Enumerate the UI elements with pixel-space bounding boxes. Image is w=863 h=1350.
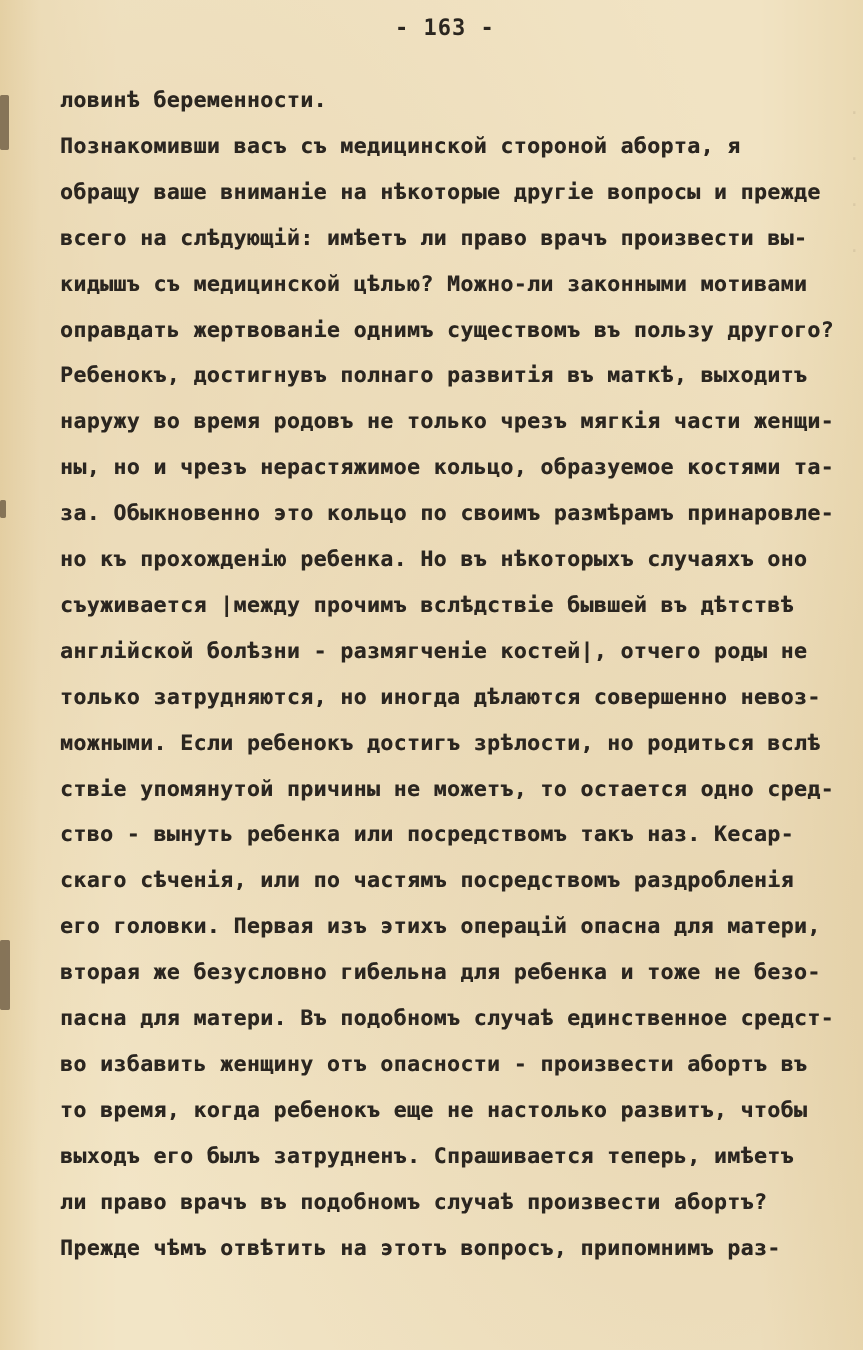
text-line: во избавить женщину отъ опасности - произвести абортъ въ [60, 1051, 808, 1077]
text-line: ли право врачъ въ подобномъ случаѣ произвести абортъ? [60, 1189, 768, 1215]
text-line: Ребенокъ, достигнувъ полнаго развитія въ маткѣ, выходитъ [60, 363, 808, 389]
text-line: ловинѣ беременности. [60, 88, 327, 113]
text-line: обращу ваше вниманіе на нѣкоторые другіе вопросы и прежде [60, 179, 821, 205]
text-line: Познакомивши васъ съ медицинской стороной аборта, я [60, 133, 741, 159]
text-line: ство - вынуть ребенка или посредствомъ такъ наз. Кесар- [60, 822, 794, 848]
binding-mark [0, 500, 6, 518]
text-line: наружу во время родовъ не только чрезъ мягкія части женщи- [60, 409, 834, 435]
text-line: ствіе упомянутой причины не можетъ, то остается одно сред- [60, 776, 834, 802]
binding-mark [0, 95, 9, 150]
text-line: но къ прохожденію ребенка. Но въ нѣкоторыхъ случаяхъ оно [60, 547, 808, 572]
bleed-through-text: . . . . [848, 97, 860, 257]
text-line: англійской болѣзни - размягченіе костей|, отчего роды не [60, 638, 808, 664]
text-line: вторая же безусловно гибельна для ребенка и тоже не безо- [60, 960, 821, 986]
binding-mark [0, 940, 10, 1010]
page-number: - 163 - [395, 16, 495, 41]
text-line: Прежде чѣмъ отвѣтить на этотъ вопросъ, припомнимъ раз- [60, 1235, 781, 1261]
text-line: ны, но и чрезъ нерастяжимое кольцо, образуемое костями та- [60, 455, 834, 481]
text-line: можными. Если ребенокъ достигъ зрѣлости, но родиться вслѣ [60, 730, 821, 756]
text-line: за. Обыкновенно это кольцо по своимъ размѣрамъ принаровле- [60, 501, 834, 527]
text-line: оправдать жертвованіе однимъ существомъ въ пользу другого? [60, 317, 834, 343]
text-line: кидышъ съ медицинской цѣлью? Можно-ли законными мотивами [60, 271, 808, 297]
text-line: только затрудняются, но иногда дѣлаются совершенно невоз- [60, 684, 821, 710]
text-line: всего на слѣдующій: имѣетъ ли право врачъ произвести вы- [60, 225, 808, 251]
text-line: его головки. Первая изъ этихъ операцій опасна для матери, [60, 914, 821, 940]
text-line: пасна для матери. Въ подобномъ случаѣ единственное средст- [60, 1006, 834, 1031]
text-line: выходъ его былъ затрудненъ. Спрашивается теперь, имѣетъ [60, 1143, 794, 1169]
text-line: съуживается |между прочимъ вслѣдствіе бывшей въ дѣтствѣ [60, 592, 794, 618]
text-line: то время, когда ребенокъ еще не настолько развитъ, чтобы [60, 1097, 808, 1123]
text-line: скаго сѣченія, или по частямъ посредствомъ раздробленія [60, 868, 794, 894]
